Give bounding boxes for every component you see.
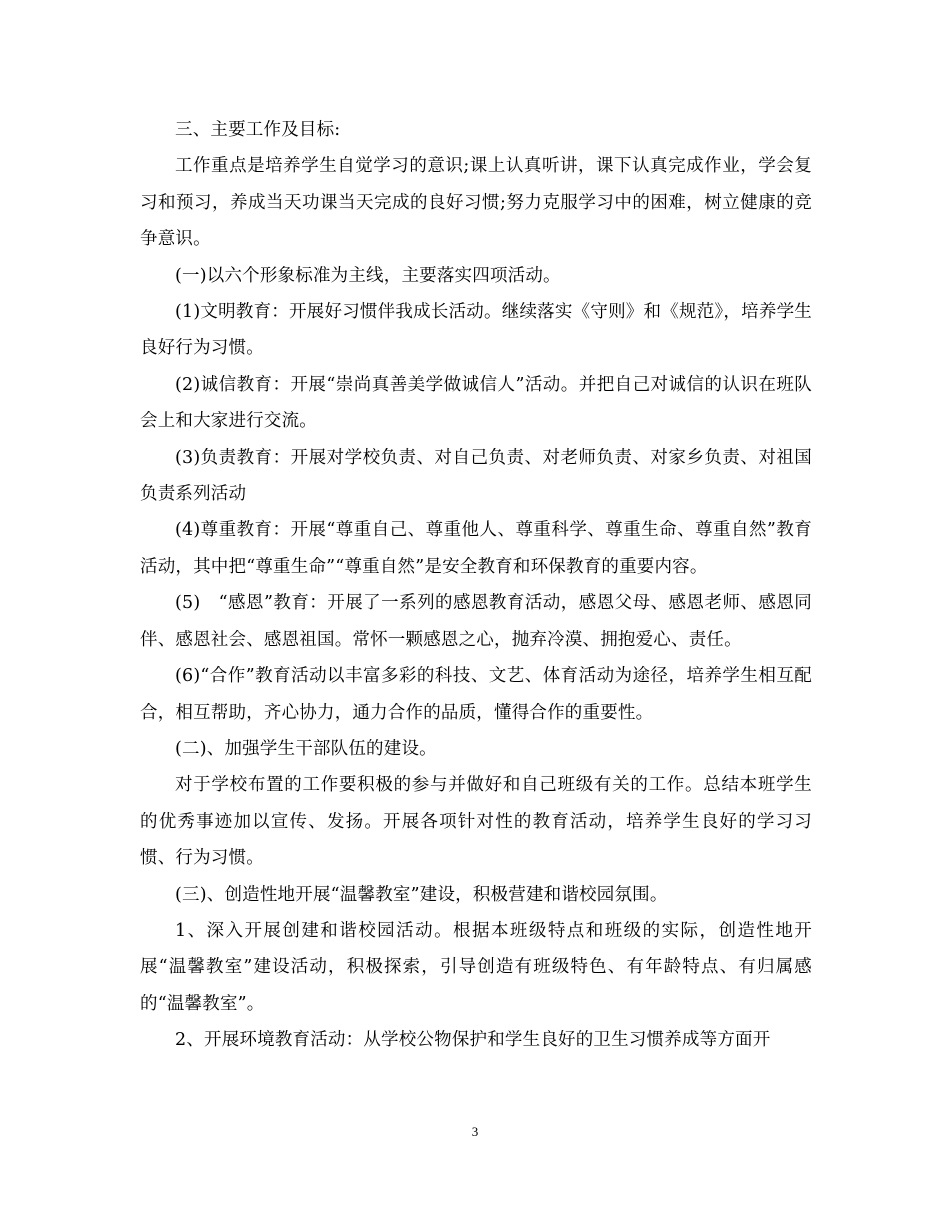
subsection-heading: (二)、加强学生干部队伍的建设。 bbox=[175, 738, 437, 759]
section-heading: 三、主要工作及目标: bbox=[175, 120, 341, 140]
paragraph: 工作重点是培养学生自觉学习的意识;课上认真听讲，课下认真完成作业，学会复习和预习，养成当天功课当天完成的良好习惯;努力克服学习中的困难，树立健康的竞争意识。 bbox=[140, 156, 812, 250]
list-item: (4)尊重教育：开展“尊重自己、尊重他人、尊重科学、尊重生命、尊重自然”教育活动，其中把“尊重生命”“尊重自然”是安全教育和环保教育的重要内容。 bbox=[140, 520, 812, 577]
list-item: (1)文明教育：开展好习惯伴我成长活动。继续落实《守则》和《规范》，培养学生良好行为习惯。 bbox=[140, 302, 812, 359]
document-body bbox=[140, 112, 812, 1059]
list-item: 1、深入开展创建和谐校园活动。根据本班级特点和班级的实际，创造性地开展“温馨教室”建设活动，积极探索，引导创造有班级特色、有年龄特点、有归属感的“温馨教室”。 bbox=[140, 920, 812, 1014]
subsection-heading: (一)以六个形象标准为主线，主要落实四项活动。 bbox=[175, 265, 561, 286]
list-item: 2、开展环境教育活动：从学校公物保护和学生良好的卫生习惯养成等方面开 bbox=[175, 1030, 771, 1051]
list-item: (6)“合作”教育活动以丰富多彩的科技、文艺、体育活动为途径，培养学生相互配合，相互帮助，齐心协力，通力合作的品质，懂得合作的重要性。 bbox=[140, 666, 812, 723]
list-item: (3)负责教育：开展对学校负责、对自己负责、对老师负责、对家乡负责、对祖国负责系列活动 bbox=[140, 447, 812, 505]
subsection-heading: (三)、创造性地开展“温馨教室”建设，积极营建和谐校园氛围。 bbox=[175, 884, 668, 905]
paragraph: 对于学校布置的工作要积极的参与并做好和自己班级有关的工作。总结本班学生的优秀事迹加以宣传、发扬。开展各项针对性的教育活动，培养学生良好的学习习惯、行为习惯。 bbox=[140, 775, 812, 869]
list-item: (5) “感恩”教育：开展了一系列的感恩教育活动，感恩父母、感恩老师、感恩同伴、感恩社会、感恩祖国。常怀一颗感恩之心，抛弃冷漠、拥抱爱心、责任。 bbox=[140, 593, 812, 650]
list-item: (2)诚信教育：开展“崇尚真善美学做诚信人”活动。并把自己对诚信的认识在班队会上和大家进行交流。 bbox=[140, 374, 812, 432]
page-number: 3 bbox=[471, 1124, 479, 1139]
